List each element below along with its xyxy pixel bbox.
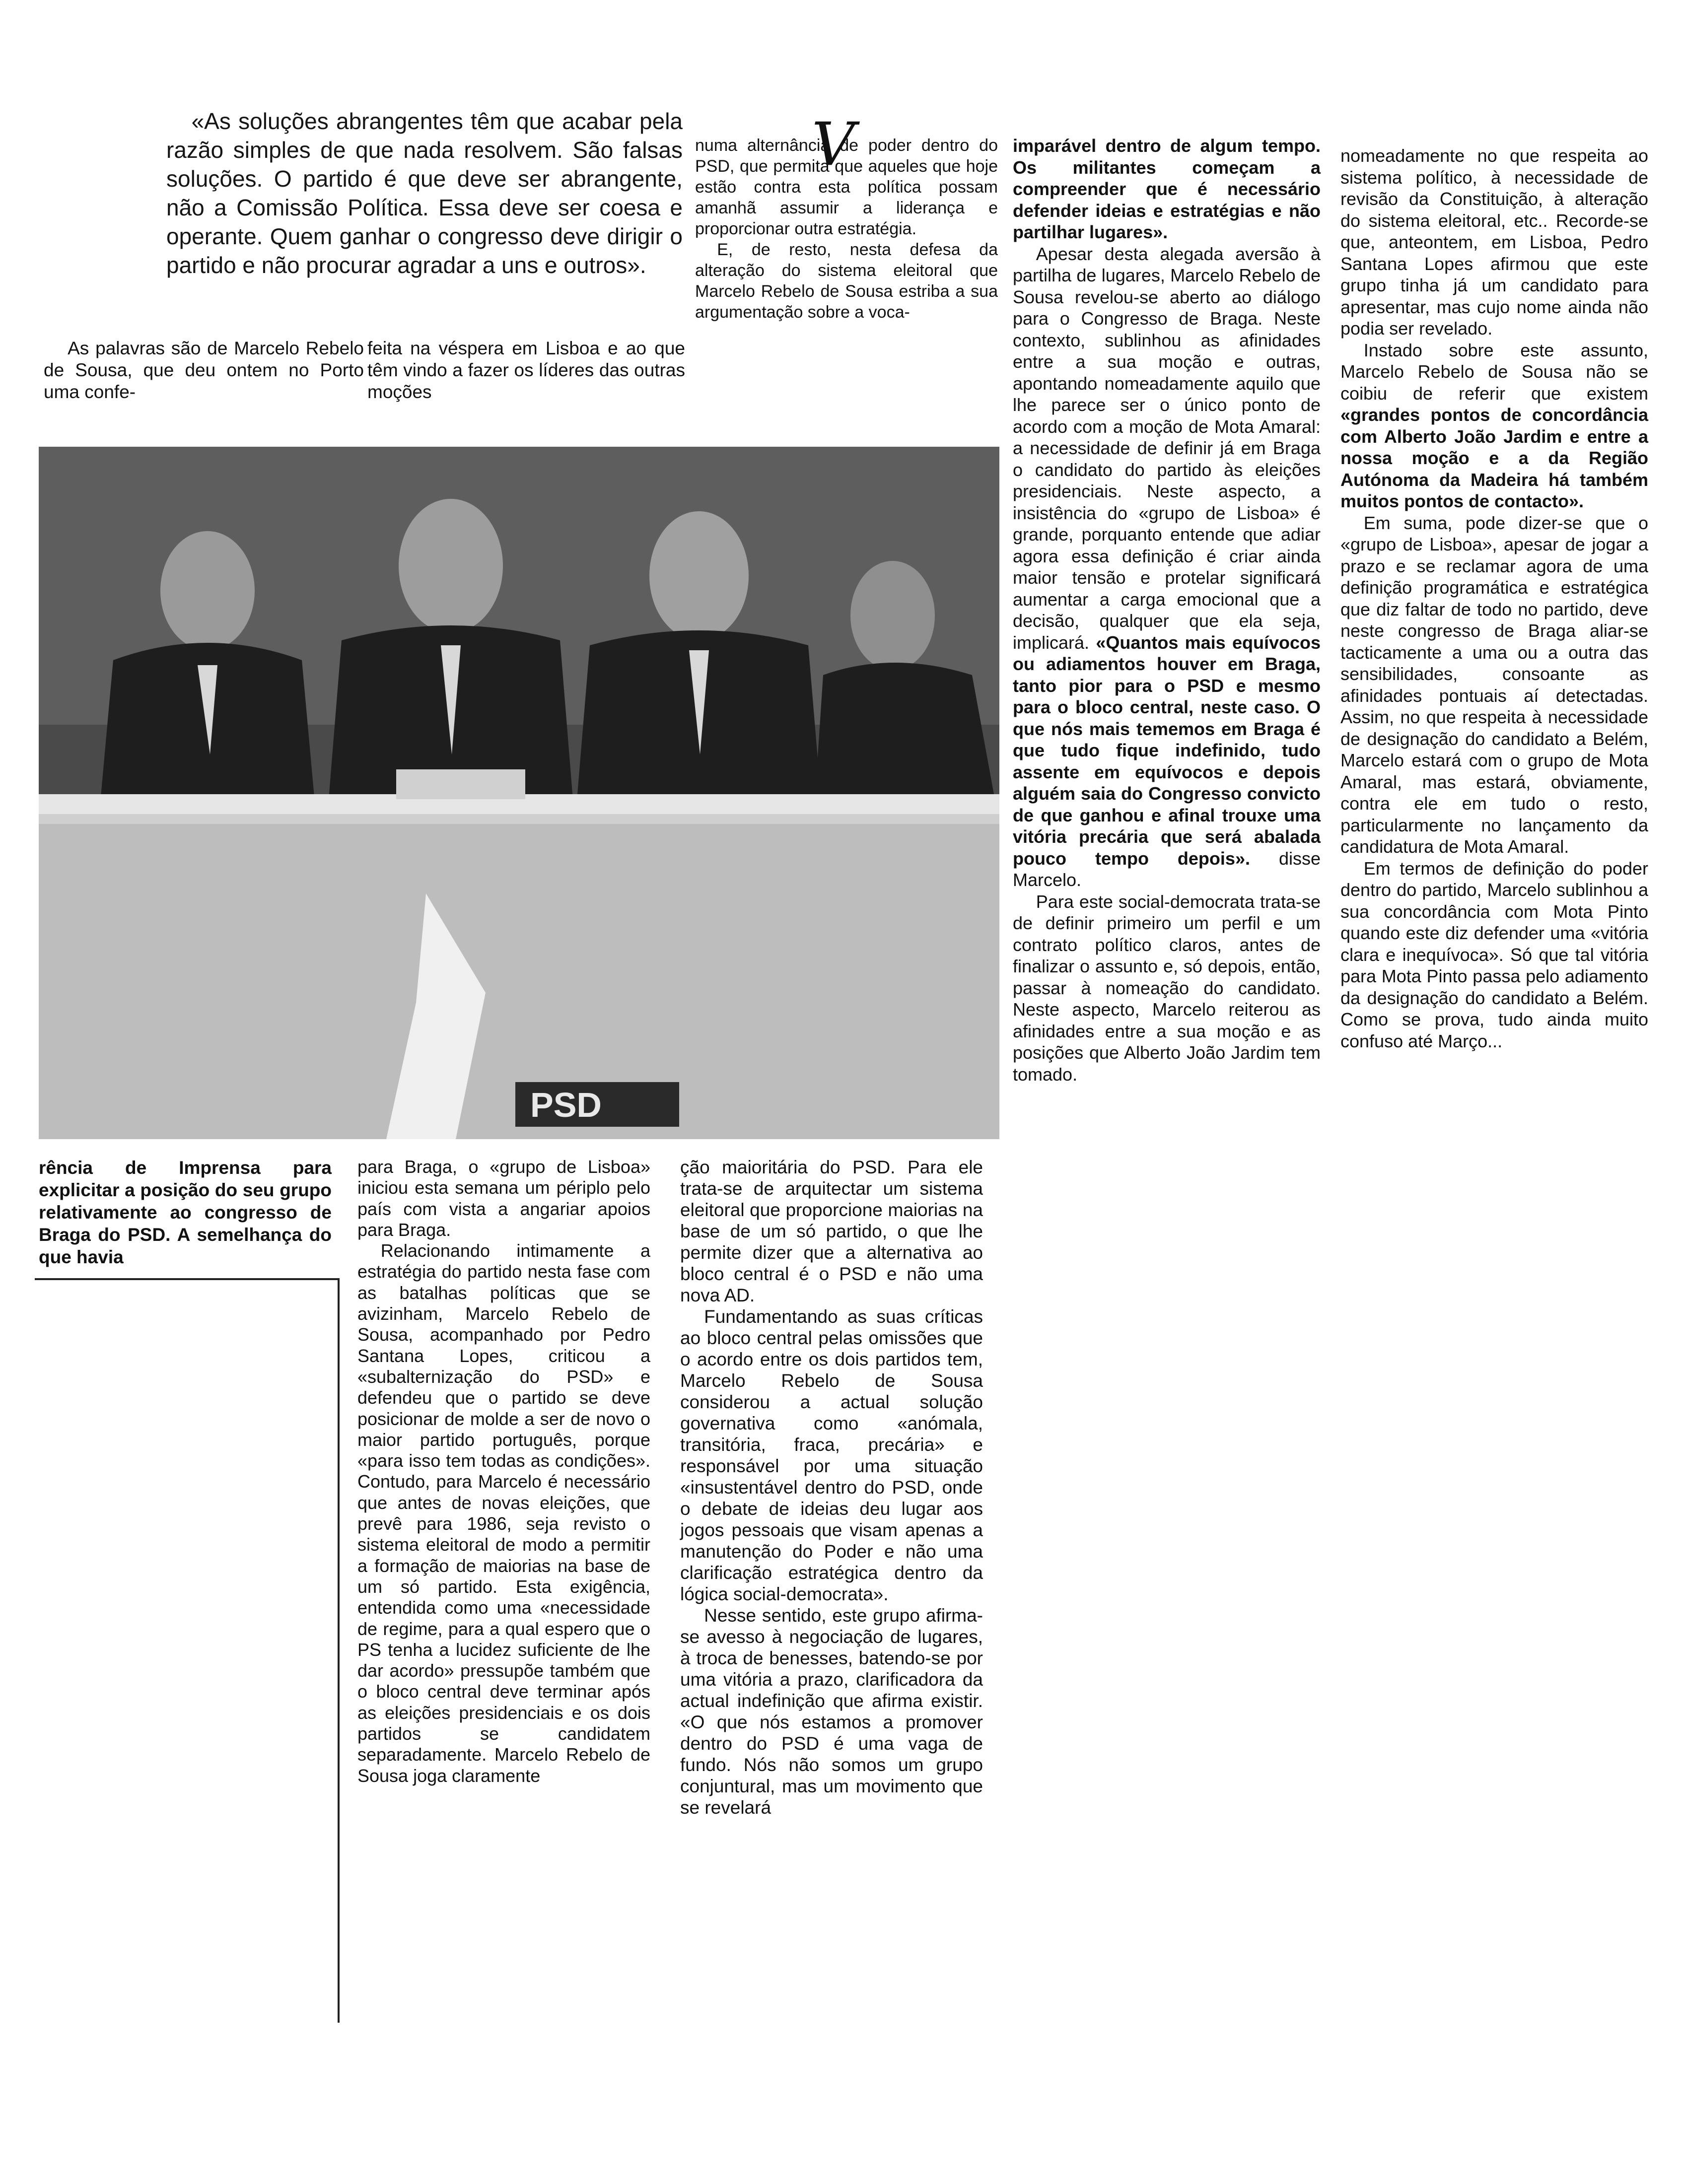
col5-paragraph-1: nomeadamente no que respeita ao sistema político, à necessidade de revisão da Constituição, à alteração do sistema eleitoral, etc.. Recorde-se que, anteontem, em Lisboa, Pedro Santana Lopes afirmou que este grupo tinha já um candidato para apresentar, mas cujo nome ainda não podia ser revelado. <box>1340 145 1648 339</box>
bottom-col3-paragraph-3: Nesse sentido, este grupo afirma-se avesso à negociação de lugares, à troca de benesses, batendo-se por uma vitória a prazo, clarificadora da actual indefinição que afirma existir. «O que nós estamos a promover dentro do PSD é uma vaga de fundo. Nós não somos um grupo conjuntural, mas um movimento que se revelará <box>680 1605 983 1818</box>
col5-paragraph-4: Em termos de definição do poder dentro do partido, Marcelo sublinhou a sua concordância com Mota Pinto quando este diz defender uma «vitória clara e inequívoca». Só que tal vitória para Mota Pinto passa pelo adiamento da designação do candidato a Belém. Como se prova, tudo ainda muito confuso até Março... <box>1340 858 1648 1051</box>
bottom-col3-paragraph-2: Fundamentando as suas críticas ao bloco central pelas omissões que o acordo entre os dois partidos tem, Marcelo Rebelo de Sousa considerou a actual solução governativa como «anómala, transitória, fraca, precária» e responsável por uma situação «insustentável dentro do PSD, onde o debate de ideias deu lugar aos jogos pessoais que visam apenas a manutenção do Poder e não uma clarificação estratégica dentro da lógica social-democrata». <box>680 1306 983 1604</box>
bottom-col2-paragraph-2: Relacionando intimamente a estratégia do partido nesta fase com as batalhas políticas que se avizinham, Marcelo Rebelo de Sousa, acompanhado por Pedro Santana Lopes, criticou a «subalternização do PSD» e defendeu que o partido se deve posicionar de molde a ser de novo o maior partido português, porque «para isso tem todas as condições». Contudo, para Marcelo é necessário que antes de novas eleições, que prevê para 1986, seja revisto o sistema eleitoral de modo a permitir a formação de maiorias na base de um só partido. Esta exigência, entendida como uma «necessidade de regime, para a qual espero que o PS tenha a lucidez suficiente de lhe dar acordo» pressupõe também que o bloco central deve terminar após as eleições presidenciais e os dois partidos se candidatem separadamente. Marcelo Rebelo de Sousa joga claramente <box>357 1240 650 1786</box>
col4-paragraph-1: imparável dentro de algum tempo. Os militantes começam a compreender que é necessário defender ideias e estratégias e não partilhar lugares». <box>1013 136 1321 242</box>
col4-paragraph-2 <box>1013 243 1321 891</box>
intro-column-1 <box>44 338 364 404</box>
col5-paragraph-2 <box>1340 340 1648 512</box>
column-divider <box>338 1278 340 2023</box>
bottom-col2-paragraph-1: para Braga, o «grupo de Lisboa» iniciou esta semana um périplo pelo país com vista a angariar apoios para Braga. <box>357 1157 650 1240</box>
col5-paragraph-3: Em suma, pode dizer-se que o «grupo de Lisboa», apesar de jogar a prazo e se reclamar agora de uma definição programática e estratégica que diz faltar de todo no partido, deve neste congresso de Braga aliar-se tacticamente a uma ou a outra das sensibilidades, consoante as afinidades pontuais aí detectadas. Assim, no que respeita à necessidade de designação do candidato a Belém, Marcelo estará com o grupo de Mota Amaral, mas estará, obviamente, contra ele em tudo o resto, particularmente no lançamento da candidatura de Mota Amaral. <box>1340 512 1648 857</box>
banner-text: PSD <box>530 1086 602 1124</box>
column-5 <box>1340 145 1648 1052</box>
lead-quote: «As soluções abrangentes têm que acabar pela razão simples de que nada resolvem. São falsas soluções. O partido é que deve ser abrangente, não a Comissão Política. Essa deve ser coesa e operante. Quem ganhar o congresso deve dirigir o partido e não procurar agradar a uns e outros». <box>166 108 683 278</box>
bottom-col1-paragraph: rência de Imprensa para explicitar a posição do seu grupo relativamente ao congresso de Braga do PSD. A semelhança do que havia <box>39 1158 332 1267</box>
column-rule <box>35 1278 338 1280</box>
photo-four-men-icon <box>39 447 999 1139</box>
bottom-column-1 <box>39 1157 332 1268</box>
col4-paragraph-2-end: disse Marcelo. <box>1013 848 1321 890</box>
intro-paragraph-1: As palavras são de Marcelo Rebelo de Sousa, que deu ontem no Porto uma confe- <box>44 338 364 403</box>
col5-paragraph-2-text: Instado sobre este assunto, Marcelo Rebelo de Sousa não se coibiu de referir que existem <box>1340 340 1648 404</box>
intro-paragraph-2: feita na véspera em Lisboa e ao que têm vindo a fazer os líderes das outras moções <box>367 338 685 403</box>
col4-paragraph-3: Para este social-democrata trata-se de definir primeiro um perfil e um contrato político claros, antes de finalizar o assunto e, só depois, então, passar à nomeação do candidato. Neste aspecto, Marcelo reiterou as afinidades entre a sua moção e as posições que Alberto João Jardim tem tomado. <box>1013 891 1321 1085</box>
handwritten-check-mark: V <box>812 110 855 179</box>
bottom-column-3 <box>680 1157 983 1818</box>
bottom-col3-paragraph-1: ção maioritária do PSD. Para ele trata-se de arquitectar um sistema eleitoral que proporcione maiorias na base de um só partido, o que lhe permite dizer que a alternativa ao bloco central é o PSD e não uma nova AD. <box>680 1157 983 1305</box>
press-conference-photo <box>39 447 999 1139</box>
column-4 <box>1013 135 1321 1085</box>
col4-paragraph-2-quote: «Quantos mais equívocos ou adiamentos houver em Braga, tanto pior para o PSD e mesmo para o bloco central, neste caso. O que nós mais tememos em Braga é que tudo fique indefinido, tudo assente em equívocos e depois alguém saia do Congresso convicto de que ganhou e afinal trouxe uma vitória precária que será abalada pouco tempo depois». <box>1013 632 1321 869</box>
intro-column-2 <box>367 338 685 404</box>
col4-paragraph-2-text: Apesar desta alegada aversão à partilha de lugares, Marcelo Rebelo de Sousa revelou-se aberto ao diálogo para o Congresso de Braga. Neste contexto, sublinhou as afinidades entre a sua moção e outras, apontando nomeadamente aquilo que lhe parece ser o único ponto de acordo com a moção de Mota Amaral: a necessidade de definir já em Braga o candidato do partido às eleições presidenciais. Neste aspecto, a insistência do «grupo de Lisboa» é grande, porquanto entende que adiar agora essa definição é criar ainda maior tensão e protelar significará aumentar a carga emocional que a decisão, qualquer que ela seja, implicará. <box>1013 243 1321 653</box>
col3-top-paragraph-2: E, de resto, nesta defesa da alteração do sistema eleitoral que Marcelo Rebelo de Sousa estriba a sua argumentação sobre a voca- <box>695 240 998 322</box>
col3-top-paragraph-1: numa alternância de poder dentro do PSD, que permita que aqueles que hoje estão contra esta política possam amanhã assumir a liderança e proporcionar outra estratégia. <box>695 136 998 238</box>
col5-paragraph-2-quote: «grandes pontos de concordância com Alberto João Jardim e entre a nossa moção e a da Região Autónoma da Madeira há também muitos pontos de contacto». <box>1340 405 1648 511</box>
bottom-column-2 <box>357 1157 650 1786</box>
